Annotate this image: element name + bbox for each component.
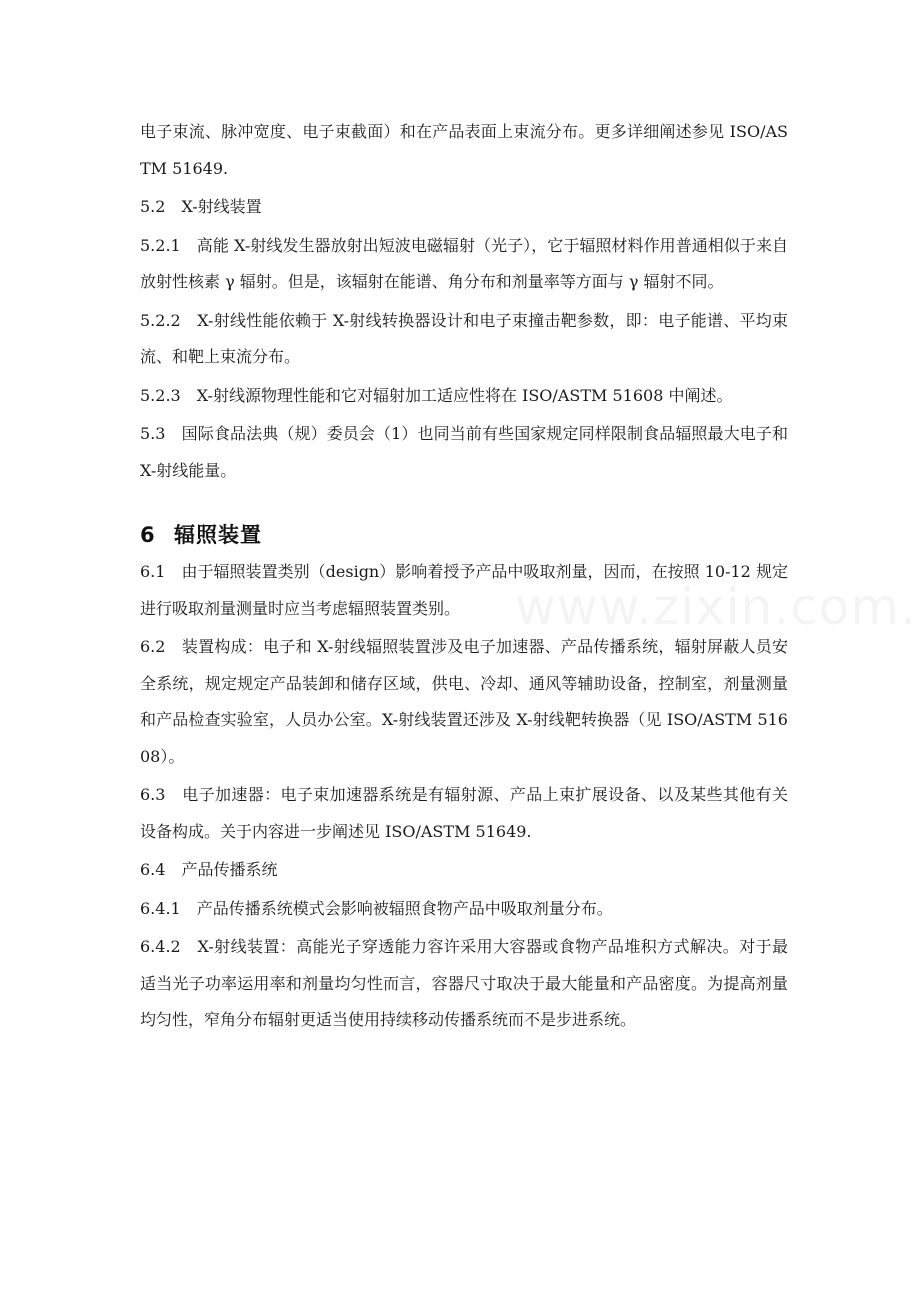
paragraph-5-3: 5.3 国际食品法典（规）委员会（1）也同当前有些国家规定同样限制食品辐照最大电子和 X-射线能量。 (140, 424, 788, 480)
paragraph-5-2-1: 5.2.1 高能 X-射线发生器放射出短波电磁辐射（光子），它于辐照材料作用普通相似于来自放射性核素 γ 辐射。但是，该辐射在能谱、角分布和剂量率等方面与 γ 辐射不同。 (140, 235, 788, 291)
section-6-4-title: 6.4 产品传播系统 (140, 860, 278, 879)
paragraph-6-4-1: 6.4.1 产品传播系统模式会影响被辐照食物产品中吸取剂量分布。 (140, 898, 613, 918)
paragraph-6-2: 6.2 装置构成：电子和 X-射线辐照装置涉及电子加速器、产品传播系统，辐射屏蔽人员安全系统，规定规定产品装卸和储存区域，供电、冷却、通风等辅助设备，控制室，剂量测量和产品检查实验室，人员办公室。X-射线装置还涉及 X-射线靶转换器（见 ISO/ASTM 51608）。 (140, 637, 788, 766)
document-body (140, 114, 788, 1041)
paragraph-6-3: 6.3 电子加速器：电子束加速器系统是有辐射源、产品上束扩展设备、以及某些其他有关设备构成。关于内容进一步阐述见 ISO/ASTM 51649. (140, 785, 788, 841)
section-5-2-title: 5.2 X-射线装置 (140, 197, 262, 216)
paragraph-6-1: 6.1 由于辐照装置类别（design）影响着授予产品中吸取剂量，因而，在按照 10-12 规定进行吸取剂量测量时应当考虑辐照装置类别。 (140, 562, 788, 618)
section-6-title: 辐照装置 (174, 523, 262, 547)
paragraph-5-1-cont: 电子束流、脉冲宽度、电子束截面）和在产品表面上束流分布。更多详细阐述参见 ISO/ASTM 51649. (140, 122, 788, 178)
section-6-number: 6 (140, 523, 156, 547)
paragraph-5-2-3: 5.2.3 X-射线源物理性能和它对辐射加工适应性将在 ISO/ASTM 51608 中阐述。 (140, 385, 733, 405)
paragraph-5-2-2: 5.2.2 X-射线性能依赖于 X-射线转换器设计和电子束撞击靶参数，即：电子能谱、平均束流、和靶上束流分布。 (140, 310, 788, 366)
paragraph-6-4-2: 6.4.2 X-射线装置：高能光子穿透能力容许采用大容器或食物产品堆积方式解决。对于最适当光子功率运用率和剂量均匀性而言，容器尺寸取决于最大能量和产品密度。为提高剂量均匀性，窄角分布辐射更适当使用持续移动传播系统而不是步进系统。 (140, 937, 788, 1029)
section-6-heading (140, 516, 788, 554)
